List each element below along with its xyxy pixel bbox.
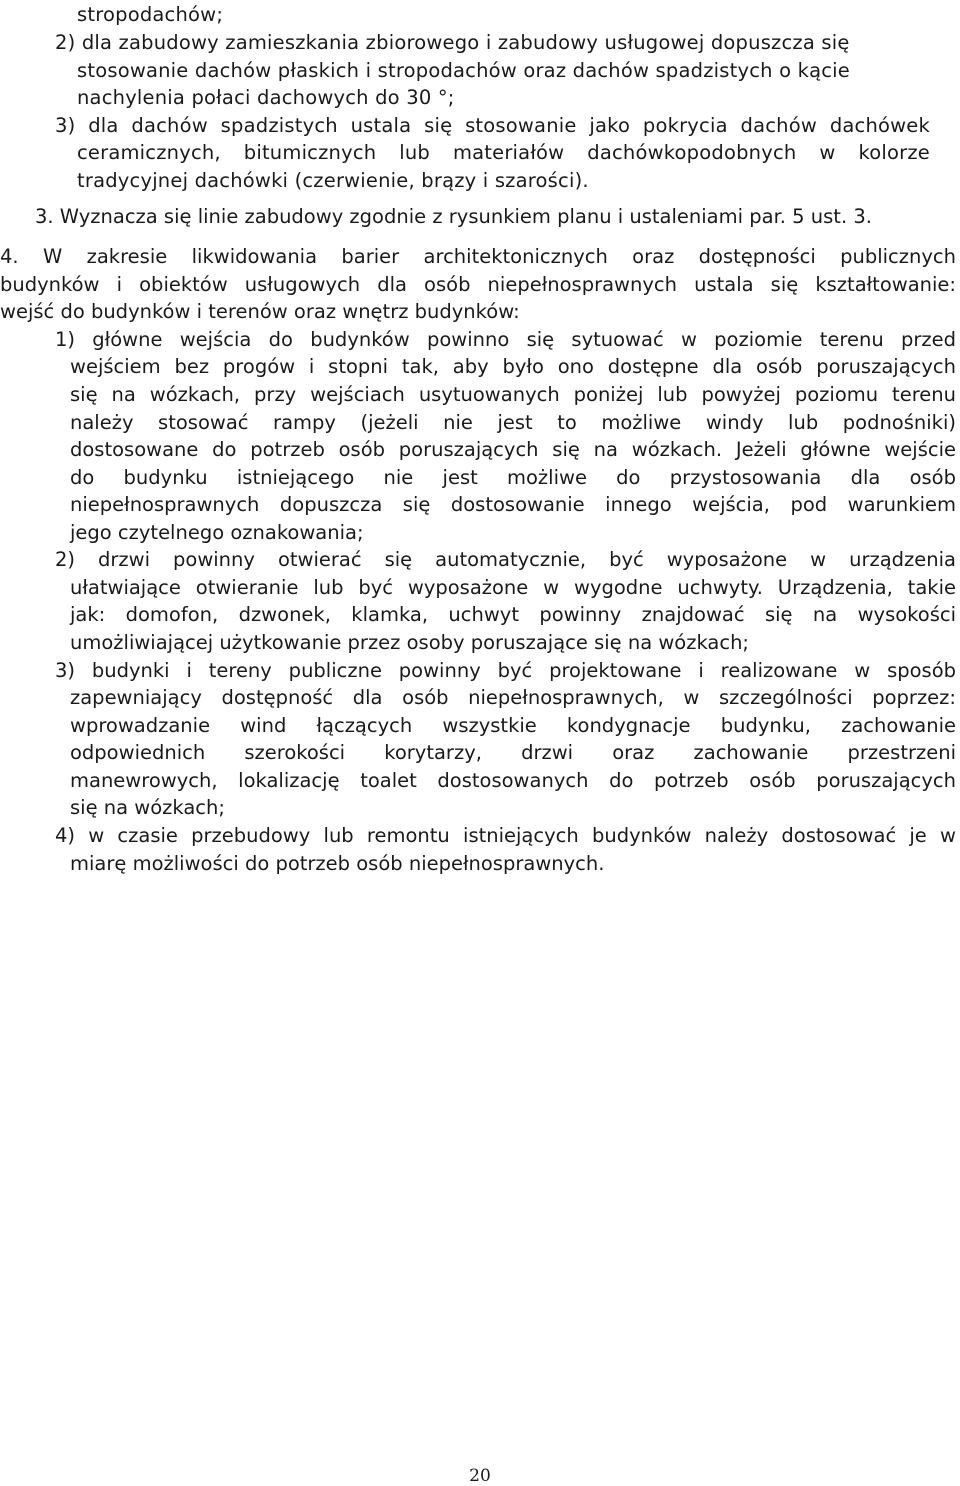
text-line: ceramicznych, bitumicznych lub materiałów dachówkopodobnych w kolorze <box>77 141 930 164</box>
text-line: należy stosować rampy (jeżeli nie jest to możliwe windy lub podnośniki) <box>70 411 956 434</box>
text-line: miarę możliwości do potrzeb osób niepełnosprawnych. <box>70 852 605 875</box>
list-item-1-heading: 1) główne wejścia do budynków powinno się sytuować w poziomie terenu przed <box>55 328 956 351</box>
list-item-3-heading: 3) dla dachów spadzistych ustala się stosowanie jako pokrycia dachów dachówek <box>55 114 930 137</box>
text-line: się na wózkach; <box>70 796 225 819</box>
text-line: niepełnosprawnych dopuszcza się dostosowanie innego wejścia, pod warunkiem <box>70 493 956 516</box>
text-line: do budynku istniejącego nie jest możliwe do przystosowania dla osób <box>70 466 956 489</box>
text-line: zapewniający dostępność dla osób niepełnosprawnych, w szczególności poprzez: <box>70 686 956 709</box>
text-line: jego czytelnego oznakowania; <box>70 521 364 544</box>
paragraph-3: 3. Wyznacza się linie zabudowy zgodnie z rysunkiem planu i ustaleniami par. 5 ust. 3. <box>35 205 872 228</box>
text-line: umożliwiającej użytkowanie przez osoby poruszające się na wózkach; <box>70 631 750 654</box>
text-line: stosowanie dachów płaskich i stropodachów oraz dachów spadzistych o kącie <box>77 59 850 82</box>
text-line: nachylenia połaci dachowych do 30 °; <box>77 86 455 109</box>
text-line: budynków i obiektów usługowych dla osób niepełnosprawnych ustala się kształtowanie: <box>0 273 956 296</box>
list-item-4b-heading: 4) w czasie przebudowy lub remontu istniejących budynków należy dostosować je w <box>55 824 956 847</box>
text-line: odpowiednich szerokości korytarzy, drzwi oraz zachowanie przestrzeni <box>70 741 956 764</box>
text-line: manewrowych, lokalizację toalet dostosowanych do potrzeb osób poruszających <box>70 769 956 792</box>
text-line: się na wózkach, przy wejściach usytuowanych poniżej lub powyżej poziomu terenu <box>70 383 956 406</box>
list-item-2b-heading: 2) drzwi powinny otwierać się automatycznie, być wyposażone w urządzenia <box>55 548 956 571</box>
text-line: jak: domofon, dzwonek, klamka, uchwyt powinny znajdować się na wysokości <box>70 603 956 626</box>
text-line: stropodachów; <box>77 3 224 26</box>
list-item-2-heading: 2) dla zabudowy zamieszkania zbiorowego i zabudowy usługowej dopuszcza się <box>55 31 850 54</box>
text-line: tradycyjnej dachówki (czerwienie, brązy i szarości). <box>77 169 589 192</box>
text-line: ułatwiające otwieranie lub być wyposażone w wygodne uchwyty. Urządzenia, takie <box>70 576 956 599</box>
list-item-3b-heading: 3) budynki i tereny publiczne powinny być projektowane i realizowane w sposób <box>55 659 956 682</box>
text-line: wprowadzanie wind łączących wszystkie kondygnacje budynku, zachowanie <box>70 714 956 737</box>
text-line: dostosowane do potrzeb osób poruszających się na wózkach. Jeżeli główne wejście <box>70 438 956 461</box>
text-line: wejściem bez progów i stopni tak, aby było ono dostępne dla osób poruszających <box>70 355 956 378</box>
text-line: wejść do budynków i terenów oraz wnętrz budynków: <box>0 300 520 323</box>
page-number: 20 <box>469 1466 491 1486</box>
paragraph-4-heading: 4. W zakresie likwidowania barier architektonicznych oraz dostępności publicznych <box>0 245 956 268</box>
